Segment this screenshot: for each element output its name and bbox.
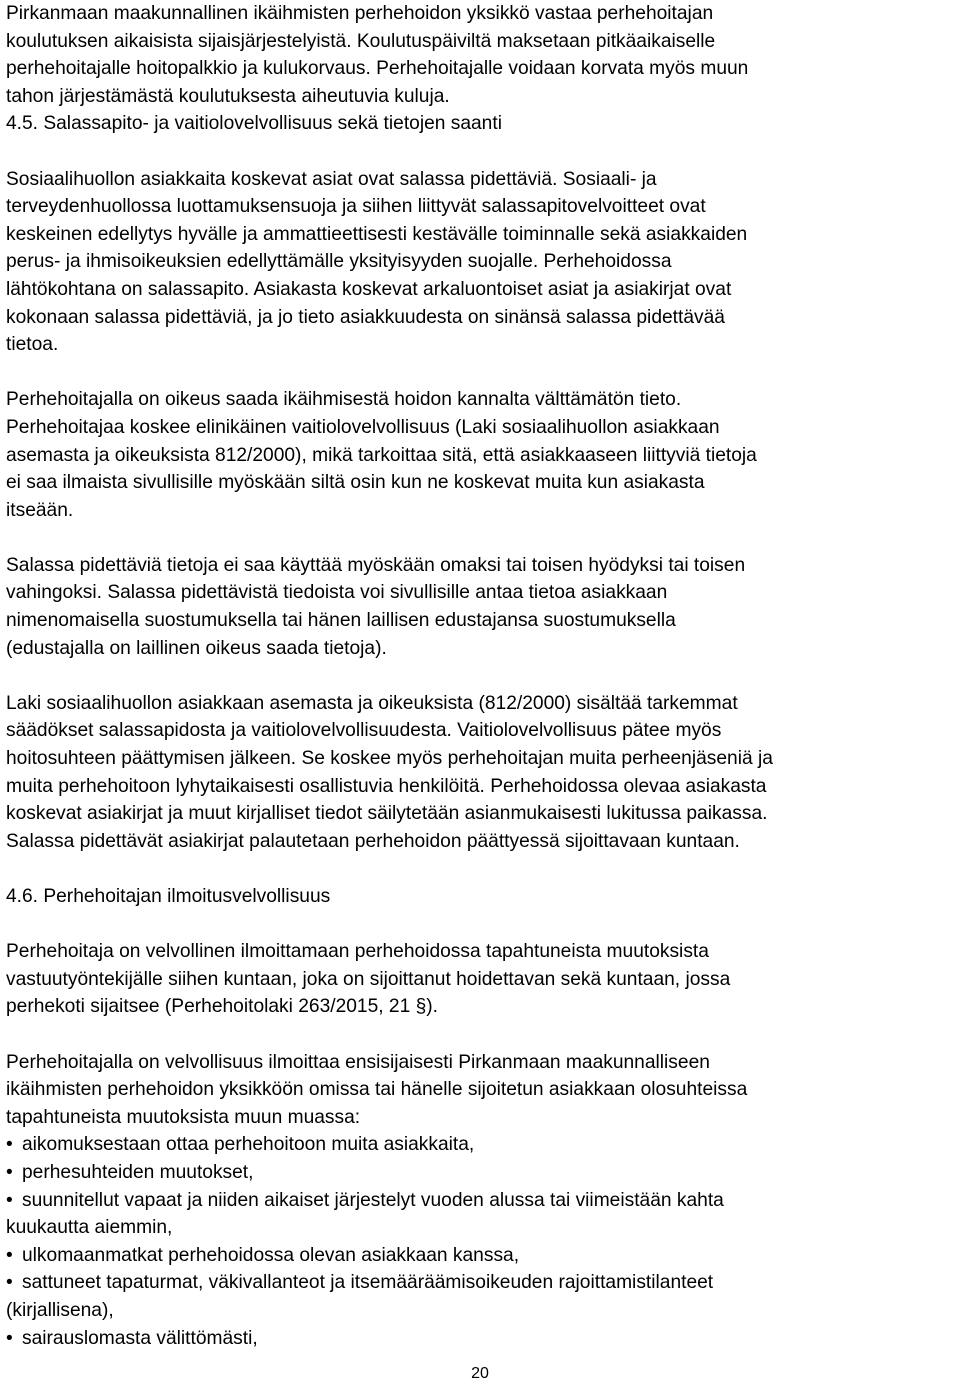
text-line: perhehoitajalle hoitopalkkio ja kulukorvaus. Perhehoitajalle voidaan korvata myös muun bbox=[6, 58, 749, 80]
text-line: perhekoti sijaitsee (Perhehoitolaki 263/2015, 21 §). bbox=[6, 996, 438, 1018]
list-item bbox=[6, 1131, 956, 1159]
text-line: Laki sosiaalihuollon asiakkaan asemasta ja oikeuksista (812/2000) sisältää tarkemmat bbox=[6, 692, 738, 714]
text-line: nimenomaisella suostumuksella tai hänen laillisen edustajansa suostumuksella bbox=[6, 610, 676, 632]
text-line: vahingoksi. Salassa pidettävistä tiedoista voi sivullisille antaa tietoa asiakkaan bbox=[6, 582, 668, 604]
text-line: säädökset salassapidosta ja vaitiolovelvollisuudesta. Vaitiolovelvollisuus pätee myös bbox=[6, 720, 722, 742]
section-heading-4-6: 4.6. Perhehoitajan ilmoitusvelvollisuus bbox=[6, 886, 331, 907]
notification-list bbox=[6, 1131, 956, 1352]
list-item-text: ulkomaanmatkat perhehoidossa olevan asiakkaan kanssa, bbox=[22, 1244, 520, 1266]
list-item-text: sairauslomasta välittömästi, bbox=[22, 1327, 258, 1349]
paragraph-notification-list-intro bbox=[6, 1049, 956, 1132]
paragraph-notification-duty bbox=[6, 938, 956, 1021]
list-item bbox=[6, 1269, 956, 1297]
text-line: ikäihmisten perhehoidon yksikköön omissa tai hänelle sijoitetun asiakkaan olosuhteissa bbox=[6, 1079, 748, 1101]
bullet-icon: • bbox=[6, 1272, 13, 1294]
list-item-text: sattuneet tapaturmat, väkivallanteot ja itsemääräämisoikeuden rajoittamistilanteet bbox=[22, 1272, 714, 1294]
text-line: Pirkanmaan maakunnallinen ikäihmisten perhehoidon yksikkö vastaa perhehoitajan bbox=[6, 3, 714, 24]
text-line: koskevat asiakirjat ja muut kirjalliset tiedot säilytetään asianmukaisesti lukitussa paikassa. bbox=[6, 803, 768, 825]
paragraph-legislation bbox=[6, 690, 956, 856]
text-line: kokonaan salassa pidettäviä, ja jo tieto asiakkuudesta on sinänsä salassa pidettävää bbox=[6, 306, 725, 328]
text-line: Salassa pidettäviä tietoja ei saa käyttää myöskään omaksi tai toisen hyödyksi tai toisen bbox=[6, 554, 746, 576]
text-line: Sosiaalihuollon asiakkaita koskevat asiat ovat salassa pidettäviä. Sosiaali- ja bbox=[6, 168, 657, 190]
bullet-icon: • bbox=[6, 1189, 13, 1211]
intro-paragraph bbox=[6, 0, 956, 110]
list-item-text: kuukautta aiemmin, bbox=[6, 1217, 173, 1239]
list-item-text: aikomuksestaan ottaa perhehoitoon muita asiakkaita, bbox=[22, 1134, 475, 1156]
list-item bbox=[6, 1159, 956, 1187]
text-line: ei saa ilmaista sivullisille myöskään siltä osin kun ne koskevat muita kun asiakasta bbox=[6, 472, 705, 494]
list-item bbox=[6, 1242, 956, 1270]
list-item bbox=[6, 1187, 956, 1215]
text-line: Perhehoitajalla on velvollisuus ilmoittaa ensisijaisesti Pirkanmaan maakunnalliseen bbox=[6, 1051, 710, 1073]
text-line: tietoa. bbox=[6, 334, 59, 356]
bullet-icon: • bbox=[6, 1134, 13, 1156]
text-line: asemasta ja oikeuksista 812/2000), mikä tarkoittaa sitä, että asiakkaaseen liittyviä tietoja bbox=[6, 444, 757, 466]
page-number: 20 bbox=[471, 1365, 489, 1382]
paragraph-right-to-information bbox=[6, 386, 956, 524]
text-line: lähtökohtana on salassapito. Asiakasta koskevat arkaluontoiset asiat ja asiakirjat ovat bbox=[6, 278, 732, 300]
list-item-text: suunnitellut vapaat ja niiden aikaiset järjestelyt vuoden alussa tai viimeistään kahta bbox=[22, 1189, 724, 1211]
text-line: terveydenhuollossa luottamuksensuoja ja siihen liittyvät salassapitovelvoitteet ovat bbox=[6, 196, 706, 218]
paragraph-use-of-information bbox=[6, 552, 956, 662]
list-item-continuation bbox=[6, 1297, 956, 1325]
text-line: Perhehoitajalla on oikeus saada ikäihmisestä hoidon kannalta välttämätön tieto. bbox=[6, 389, 682, 411]
document-page bbox=[6, 0, 956, 1352]
text-line: keskeinen edellytys hyvälle ja ammattieettisesti kestävälle toiminnalle sekä asiakkaiden bbox=[6, 223, 748, 245]
text-line: (edustajalla on laillinen oikeus saada tietoja). bbox=[6, 637, 387, 659]
list-item-continuation bbox=[6, 1214, 956, 1242]
bullet-icon: • bbox=[6, 1161, 13, 1183]
paragraph-confidentiality bbox=[6, 166, 956, 359]
text-line: tapahtuneista muutoksista muun muassa: bbox=[6, 1106, 361, 1128]
text-line: koulutuksen aikaisista sijaisjärjestelyistä. Koulutuspäiviltä maksetaan pitkäaikaiselle bbox=[6, 30, 716, 52]
list-item bbox=[6, 1325, 956, 1353]
text-line: itseään. bbox=[6, 499, 74, 521]
text-line: hoitosuhteen päättymisen jälkeen. Se koskee myös perhehoitajan muita perheenjäseniä ja bbox=[6, 748, 773, 770]
text-line: vastuutyöntekijälle siihen kuntaan, joka on sijoittanut hoidettavan sekä kuntaan, jossa bbox=[6, 968, 731, 990]
text-line: Perhehoitajaa koskee elinikäinen vaitiolovelvollisuus (Laki sosiaalihuollon asiakkaan bbox=[6, 416, 720, 438]
text-line: Perhehoitaja on velvollinen ilmoittamaan perhehoidossa tapahtuneista muutoksista bbox=[6, 941, 709, 963]
list-item-text: perhesuhteiden muutokset, bbox=[22, 1161, 254, 1183]
text-line: Salassa pidettävät asiakirjat palautetaan perhehoidon päättyessä sijoittavaan kuntaan. bbox=[6, 830, 740, 852]
bullet-icon: • bbox=[6, 1244, 13, 1266]
text-line: perus- ja ihmisoikeuksien edellyttämälle yksityisyyden suojalle. Perhehoidossa bbox=[6, 251, 672, 273]
bullet-icon: • bbox=[6, 1327, 13, 1349]
section-heading-4-5: 4.5. Salassapito- ja vaitiolovelvollisuus sekä tietojen saanti bbox=[6, 113, 502, 135]
text-line: muita perhehoitoon lyhytaikaisesti osallistuvia henkilöitä. Perhehoidossa olevaa asiakasta bbox=[6, 775, 767, 797]
list-item-text: (kirjallisena), bbox=[6, 1299, 114, 1321]
text-line: tahon järjestämästä koulutuksesta aiheutuvia kuluja. bbox=[6, 85, 450, 107]
